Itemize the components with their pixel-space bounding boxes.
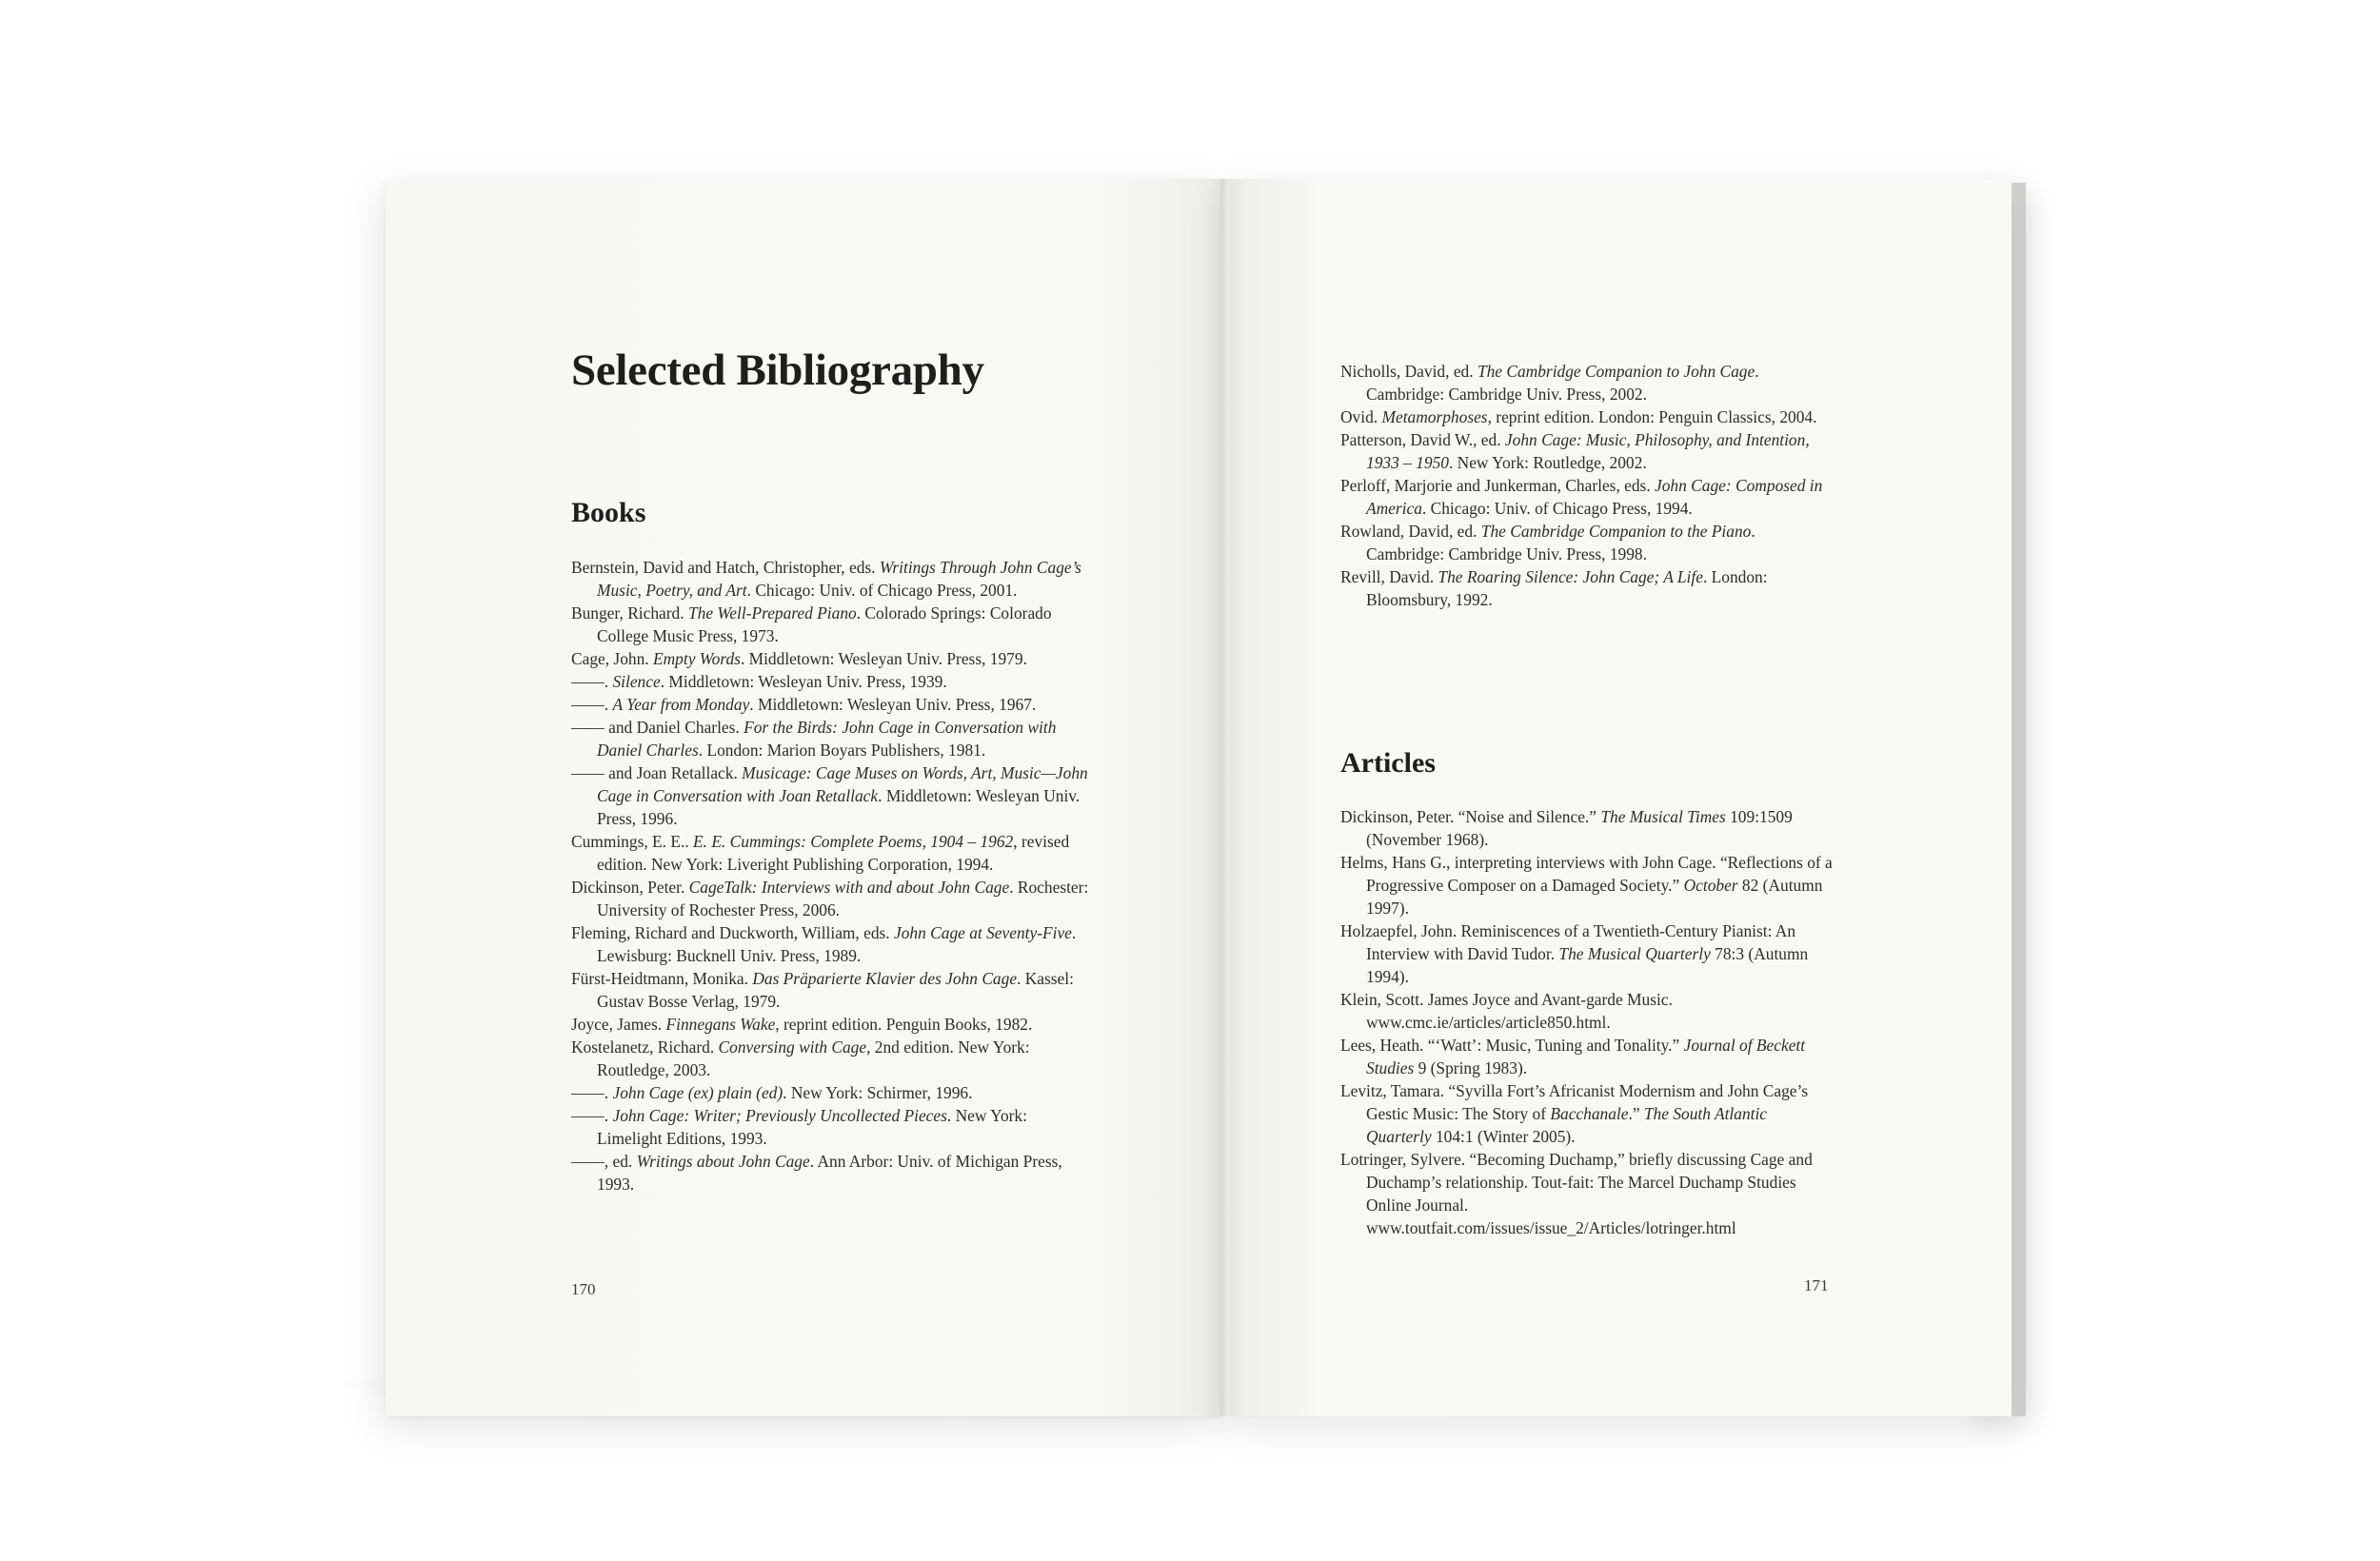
entry-text: Kostelanetz, Richard. [571, 1037, 719, 1057]
entry-text: .” [1628, 1104, 1644, 1123]
entry-title-italic: The Cambridge Companion to John Cage [1477, 362, 1755, 381]
entry-text: Revill, David. [1340, 567, 1438, 586]
entry-text: Dickinson, Peter. [571, 878, 689, 897]
bibliography-entry [571, 1081, 1090, 1104]
bibliography-entry [1340, 360, 1835, 405]
bibliography-entry [571, 556, 1090, 602]
entry-text: 82 (Autumn 1997). [1366, 876, 1823, 918]
entry-title-italic: Silence [612, 672, 661, 691]
bibliography-entry [571, 693, 1090, 716]
entry-title-italic: The Roaring Silence: John Cage; A Life [1438, 567, 1703, 586]
entry-text: Dickinson, Peter. “Noise and Silence.” [1340, 807, 1601, 826]
entry-title-italic: The Musical Times [1600, 807, 1726, 826]
entry-text: —— and Daniel Charles. [571, 718, 744, 737]
bibliography-entry [571, 670, 1090, 693]
entry-text: . Ann Arbor: Univ. of Michigan Press, 1993. [597, 1152, 1062, 1194]
entry-text: Cage, John. [571, 649, 653, 668]
bibliography-entry [571, 602, 1090, 647]
bibliography-entry [1340, 474, 1835, 520]
entry-title-italic: A Year from Monday [612, 695, 750, 714]
bibliography-entry [1340, 520, 1835, 565]
entry-title-italic: John Cage: Music, Philosophy, and Intention, 1933 – 1950 [1366, 430, 1810, 472]
entry-text: . Chicago: Univ. of Chicago Press, 2001. [746, 581, 1018, 600]
books-heading: Books [571, 497, 646, 528]
bibliography-entry [1340, 851, 1835, 919]
entry-text: . London: Bloomsbury, 1992. [1366, 567, 1768, 609]
entry-title-italic: Das Präparierte Klavier des John Cage [752, 969, 1018, 988]
bibliography-entry [1340, 1079, 1835, 1148]
entry-title-italic: John Cage: Composed in America [1366, 476, 1823, 518]
bibliography-entry [571, 1013, 1090, 1036]
entry-text: , revised edition. New York: Liveright Publishing Corporation, 1994. [597, 832, 1070, 874]
entry-title-italic: Metamorphoses [1381, 407, 1488, 426]
entry-text: . London: Marion Boyars Publishers, 1981. [698, 741, 986, 760]
bibliography-entry [571, 921, 1090, 967]
bibliography-entry [571, 830, 1090, 876]
books-continued-list [1340, 360, 1835, 611]
entry-text: Levitz, Tamara. “Syvilla Fort’s Africanist Modernism and John Cage’s Gestic Music: The Story of [1340, 1081, 1809, 1123]
entry-text: Helms, Hans G., interpreting interviews with John Cage. “Reflections of a Progressive Composer on a Damaged Society.” [1340, 853, 1833, 895]
bibliography-entry [571, 1104, 1090, 1150]
entry-text: ——, ed. [571, 1152, 637, 1171]
entry-title-italic: John Cage (ex) plain (ed) [612, 1083, 783, 1102]
entry-text: . Cambridge: Cambridge Univ. Press, 1998. [1366, 522, 1755, 563]
entry-text: . Rochester: University of Rochester Press, 2006. [597, 878, 1089, 919]
entry-text: . Middletown: Wesleyan Univ. Press, 1996. [597, 786, 1081, 828]
bibliography-entry [1340, 988, 1835, 1034]
entry-title-italic: Bacchanale [1550, 1104, 1629, 1123]
entry-text: 104:1 (Winter 2005). [1431, 1127, 1576, 1146]
book-gutter [1220, 179, 1230, 1416]
bibliography-entry [571, 1150, 1090, 1195]
bibliography-entry [1340, 1034, 1835, 1079]
entry-text: . Kassel: Gustav Bosse Verlag, 1979. [597, 969, 1074, 1011]
entry-text: ——. [571, 1083, 613, 1102]
entry-title-italic: The Musical Quarterly [1558, 944, 1711, 963]
entry-title-italic: October [1683, 876, 1738, 895]
entry-text: . Colorado Springs: Colorado College Music Press, 1973. [597, 603, 1052, 645]
entry-text: Nicholls, David, ed. [1340, 362, 1478, 381]
entry-text: . Cambridge: Cambridge Univ. Press, 2002. [1366, 362, 1759, 404]
entry-title-italic: The Well-Prepared Piano [687, 603, 857, 622]
entry-text: 78:3 (Autumn 1994). [1366, 944, 1809, 986]
entry-text: —— and Joan Retallack. [571, 763, 743, 782]
entry-title-italic: The South Atlantic Quarterly [1366, 1104, 1768, 1146]
bibliography-entry [1340, 565, 1835, 611]
entry-title-italic: John Cage: Writer; Previously Uncollected Pieces [612, 1106, 947, 1125]
bibliography-entry [1340, 805, 1835, 851]
entry-text: , reprint edition. London: Penguin Classics, 2004. [1487, 407, 1817, 426]
entry-text: Joyce, James. [571, 1015, 666, 1034]
entry-title-italic: E. E. Cummings: Complete Poems, 1904 – 1962 [693, 832, 1014, 851]
entry-text: Fürst-Heidtmann, Monika. [571, 969, 753, 988]
entry-text: . Middletown: Wesleyan Univ. Press, 1979. [740, 649, 1027, 668]
books-list [571, 556, 1090, 1195]
bibliography-entry [1340, 1148, 1835, 1239]
entry-text: ——. [571, 672, 613, 691]
articles-list [1340, 805, 1835, 1239]
entry-title-italic: Conversing with Cage [718, 1037, 867, 1057]
entry-text: Fleming, Richard and Duckworth, William, eds. [571, 923, 895, 942]
entry-text: . Middletown: Wesleyan Univ. Press, 1967. [749, 695, 1037, 714]
bibliography-entry [571, 647, 1090, 670]
entry-title-italic: Empty Words [652, 649, 741, 668]
entry-text: Lotringer, Sylvere. “Becoming Duchamp,” briefly discussing Cage and Duchamp’s relationship. Tout-fait: The Marcel Duchamp Studies Online Journal. www.toutfait.com/issues/issue_2/Articles/lotringer.html [1340, 1150, 1813, 1237]
entry-text: Bernstein, David and Hatch, Christopher, eds. [571, 558, 880, 577]
articles-heading: Articles [1340, 747, 1436, 779]
entry-text: Klein, Scott. James Joyce and Avant-garde Music. www.cmc.ie/articles/article850.html. [1340, 990, 1673, 1032]
bibliography-entry [571, 876, 1090, 921]
bibliography-entry [571, 761, 1090, 830]
entry-text: 9 (Spring 1983). [1414, 1058, 1528, 1077]
entry-text: , 2nd edition. New York: Routledge, 2003. [597, 1037, 1030, 1079]
entry-text: Patterson, David W., ed. [1340, 430, 1505, 449]
entry-text: ——. [571, 695, 613, 714]
page-title: Selected Bibliography [571, 346, 984, 395]
entry-text: Rowland, David, ed. [1340, 522, 1481, 541]
entry-title-italic: Journal of Beckett Studies [1366, 1036, 1806, 1077]
bibliography-entry [1340, 428, 1835, 474]
page-number-right: 171 [1804, 1276, 1829, 1294]
entry-text: Bunger, Richard. [571, 603, 688, 622]
entry-text: . Lewisburg: Bucknell Univ. Press, 1989. [597, 923, 1077, 965]
page-number-left: 170 [571, 1280, 596, 1298]
entry-text: . Chicago: Univ. of Chicago Press, 1994. [1421, 499, 1693, 518]
entry-text: . Middletown: Wesleyan Univ. Press, 1939. [660, 672, 947, 691]
bibliography-entry [571, 1036, 1090, 1081]
entry-title-italic: The Cambridge Companion to the Piano [1480, 522, 1752, 541]
entry-title-italic: For the Birds: John Cage in Conversation with Daniel Charles [597, 718, 1057, 760]
bibliography-entry [1340, 919, 1835, 988]
bibliography-entry [571, 716, 1090, 761]
entry-text: . New York: Routledge, 2002. [1448, 453, 1647, 472]
entry-text: Perloff, Marjorie and Junkerman, Charles, eds. [1340, 476, 1656, 495]
entry-title-italic: Writings about John Cage [636, 1152, 810, 1171]
entry-text: . New York: Limelight Editions, 1993. [597, 1106, 1027, 1148]
entry-text: , reprint edition. Penguin Books, 1982. [775, 1015, 1033, 1034]
entry-text: 109:1509 (November 1968). [1366, 807, 1793, 849]
entry-text: Ovid. [1340, 407, 1382, 426]
entry-title-italic: CageTalk: Interviews with and about John Cage [688, 878, 1010, 897]
entry-title-italic: Musicage: Cage Muses on Words, Art, Music—John Cage in Conversation with Joan Retallack [597, 763, 1088, 805]
entry-text: Lees, Heath. “‘Watt’: Music, Tuning and Tonality.” [1340, 1036, 1684, 1055]
entry-text: ——. [571, 1106, 613, 1125]
entry-text: Holzaepfel, John. Reminiscences of a Twentieth-Century Pianist: An Interview with David Tudor. [1340, 921, 1796, 963]
entry-title-italic: Writings Through John Cage’s Music, Poetry, and Art [597, 558, 1081, 600]
bibliography-entry [1340, 405, 1835, 428]
entry-text: . New York: Schirmer, 1996. [783, 1083, 973, 1102]
entry-title-italic: John Cage at Seventy-Five [894, 923, 1072, 942]
bibliography-entry [571, 967, 1090, 1013]
entry-title-italic: Finnegans Wake [665, 1015, 776, 1034]
entry-text: Cummings, E. E.. [571, 832, 694, 851]
